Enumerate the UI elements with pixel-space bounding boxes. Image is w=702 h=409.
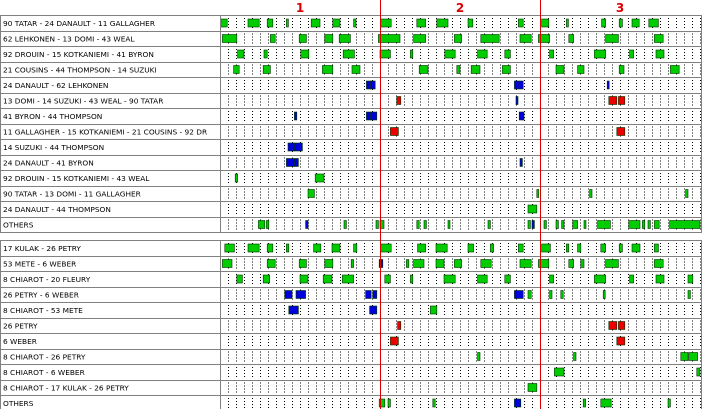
shift-segment <box>248 244 259 252</box>
shift-segment <box>370 112 376 120</box>
shift-segment <box>578 244 581 252</box>
shift-segment <box>222 260 232 268</box>
shift-segment <box>618 322 624 330</box>
row-label: 17 KULAK - 26 PETRY <box>3 243 81 253</box>
shift-segment <box>430 306 436 314</box>
shift-segment <box>471 66 480 74</box>
shift-segment <box>354 19 356 27</box>
shift-segment <box>603 291 605 299</box>
shift-segment <box>445 50 455 58</box>
shift-segment <box>550 291 552 299</box>
shift-segment <box>532 221 534 229</box>
shift-segment <box>385 275 391 283</box>
shift-segment <box>267 19 273 27</box>
shift-segment <box>688 275 693 283</box>
shift-segment <box>433 399 435 407</box>
shift-segment <box>294 112 296 120</box>
shift-segment <box>601 399 611 407</box>
shift-segment <box>697 368 700 376</box>
shift-segment <box>410 50 412 58</box>
row-label: 53 METE - 6 WEBER <box>3 259 77 269</box>
panels-layer <box>1 0 702 409</box>
shift-segment <box>609 322 617 330</box>
shift-segment <box>505 50 511 58</box>
shift-segment <box>237 275 243 283</box>
shift-segment <box>419 66 428 74</box>
shift-segment <box>418 244 426 252</box>
shift-segment <box>444 275 455 283</box>
shift-segment <box>366 112 370 120</box>
shift-segment <box>381 260 383 268</box>
shift-segment <box>519 81 523 89</box>
row-label: 90 TATAR - 13 DOMI - 11 GALLAGHER <box>3 189 141 199</box>
row-label: 8 CHIAROT - 6 WEBER <box>3 367 85 377</box>
row-label: 90 TATAR - 24 DANAULT - 11 GALLAGHER <box>3 18 155 28</box>
shift-segment <box>542 19 549 27</box>
shift-segment <box>606 260 619 268</box>
shift-segment <box>514 81 519 89</box>
row-label: 41 BYRON - 44 THOMPSON <box>3 111 103 121</box>
shift-segment <box>574 353 576 361</box>
shift-segment <box>561 291 563 299</box>
shift-segment <box>505 275 511 283</box>
row-label: OTHERS <box>3 398 34 408</box>
shift-segment <box>598 221 611 229</box>
shift-segment <box>528 291 531 299</box>
shift-segment <box>270 35 275 43</box>
row-label: 6 WEBER <box>3 336 37 346</box>
shift-segment <box>514 291 523 299</box>
shift-segment <box>581 260 584 268</box>
shift-segment <box>518 244 523 252</box>
shift-segment <box>325 35 333 43</box>
shift-segment <box>688 291 690 299</box>
shift-segment <box>301 50 309 58</box>
shift-segment <box>609 97 617 105</box>
shift-segment <box>370 81 375 89</box>
period-labels <box>296 1 624 15</box>
shift-segment <box>569 260 574 268</box>
shift-segment <box>632 244 640 252</box>
shift-segment <box>457 66 460 74</box>
shift-segment <box>398 322 401 330</box>
shift-segment <box>417 221 419 229</box>
shift-segment <box>332 244 340 252</box>
shift-segment <box>594 275 605 283</box>
shift-segment <box>654 221 659 229</box>
shift-segment <box>542 244 551 252</box>
shift-segment <box>381 19 391 27</box>
shift-segment <box>468 244 474 252</box>
shift-segment <box>538 260 548 268</box>
shift-segment <box>406 260 408 268</box>
shift-segment <box>306 221 308 229</box>
shift-segment <box>490 244 493 252</box>
row-label: 8 CHIAROT - 26 PETRY <box>3 352 86 362</box>
row-label: 92 DROUIN - 15 KOTKANIEMI - 43 WEAL <box>3 173 150 183</box>
shift-segment <box>617 337 625 345</box>
shift-segment <box>632 19 639 27</box>
shift-segment <box>594 50 605 58</box>
shift-segment <box>380 50 390 58</box>
shift-segment <box>654 35 663 43</box>
shift-segment <box>311 19 320 27</box>
row-label: 92 DROUIN - 15 KOTKANIEMI - 41 BYRON <box>3 49 154 59</box>
shift-segment <box>333 19 340 27</box>
shift-segment <box>670 221 700 229</box>
shift-segment <box>414 35 426 43</box>
period-label-1: 1 <box>295 1 305 15</box>
row-label: 11 GALLAGHER - 15 KOTKANIEMI - 21 COUSINS - 92 DR <box>3 127 208 137</box>
shift-segment <box>488 221 490 229</box>
shift-segment <box>686 190 688 198</box>
shift-segment <box>437 19 448 27</box>
shift-segment <box>354 244 357 252</box>
shift-segment <box>556 221 558 229</box>
row-label: 13 DOMI - 14 SUZUKI - 43 WEAL - 90 TATAR <box>3 96 164 106</box>
shift-segment <box>481 35 499 43</box>
shift-segment <box>629 221 640 229</box>
shift-segment <box>286 159 294 167</box>
row-label: OTHERS <box>3 220 34 230</box>
shift-segment <box>516 97 518 105</box>
row-label: 8 CHIAROT - 53 METE <box>3 305 83 315</box>
shift-segment <box>424 221 426 229</box>
shift-segment <box>601 244 606 252</box>
shift-segment <box>590 190 592 198</box>
shift-segment <box>514 399 520 407</box>
shift-segment <box>286 244 288 252</box>
shift-segment <box>323 275 332 283</box>
shift-segment <box>566 19 568 27</box>
shift-segment <box>381 244 391 252</box>
shift-segment <box>225 244 235 252</box>
shift-segment <box>296 291 306 299</box>
shift-segment <box>352 66 360 74</box>
shift-segment <box>519 112 524 120</box>
shift-segment <box>528 205 537 213</box>
shift-segment <box>478 275 488 283</box>
shift-segment <box>300 275 308 283</box>
shift-segment <box>258 221 264 229</box>
shift-segment <box>689 353 698 361</box>
row-label: 8 CHIAROT - 17 KULAK - 26 PETRY <box>3 383 129 393</box>
shift-segment <box>528 221 530 229</box>
shift-segment <box>619 66 624 74</box>
shift-segment <box>502 66 510 74</box>
row-label: 62 LEHKONEN - 13 DOMI - 43 WEAL <box>3 34 135 44</box>
shift-segment <box>654 244 658 252</box>
shift-segment <box>370 306 377 314</box>
row-label: 14 SUZUKI - 44 THOMPSON <box>3 142 105 152</box>
shift-segment <box>238 50 244 58</box>
row-label: 24 DANAULT - 41 BYRON <box>3 158 94 168</box>
shift-segment <box>550 275 554 283</box>
shift-segment <box>618 97 624 105</box>
shift-segment <box>267 244 273 252</box>
shift-segment <box>556 66 564 74</box>
shift-segment <box>648 221 650 229</box>
shift-segment <box>562 221 564 229</box>
shift-segment <box>649 19 659 27</box>
shift-segment <box>343 50 354 58</box>
shift-segment <box>308 190 314 198</box>
row-label: 8 CHIAROT - 20 FLEURY <box>3 274 91 284</box>
shift-segment <box>569 35 574 43</box>
shift-segment <box>339 35 350 43</box>
shift-segment <box>566 244 568 252</box>
shift-segment <box>468 19 473 27</box>
shift-segment <box>299 260 306 268</box>
shift-segment <box>410 275 412 283</box>
shift-segment <box>478 353 480 361</box>
shift-segment <box>520 260 531 268</box>
shift-segment <box>289 306 299 314</box>
shift-segment <box>642 221 644 229</box>
shift-segment <box>266 221 268 229</box>
period-label-3: 3 <box>615 1 625 15</box>
shift-segment <box>520 159 522 167</box>
shift-segment <box>518 19 523 27</box>
shift-segment <box>681 353 688 361</box>
shift-segment <box>630 275 634 283</box>
shift-segment <box>376 221 378 229</box>
shift-segment <box>294 143 302 151</box>
row-label: 26 PETRY - 6 WEBER <box>3 290 79 300</box>
shift-segment <box>299 35 306 43</box>
shift-segment <box>617 128 625 136</box>
shift-segment <box>656 275 664 283</box>
shift-segment <box>314 244 321 252</box>
shift-segment <box>554 368 564 376</box>
row-label: 21 COUSINS - 44 THOMPSON - 14 SUZUKI <box>3 65 157 75</box>
shift-segment <box>397 97 401 105</box>
shift-segment <box>390 337 398 345</box>
shift-segment <box>481 260 491 268</box>
row-label: 26 PETRY <box>3 321 38 331</box>
shift-segment <box>235 174 237 182</box>
shift-segment <box>550 50 554 58</box>
shift-segment <box>286 19 288 27</box>
shift-segment <box>390 128 398 136</box>
shift-segment <box>583 399 585 407</box>
shift-segment <box>342 275 353 283</box>
shift-segment <box>344 221 346 229</box>
shift-segment <box>573 221 578 229</box>
shift-segment <box>315 174 324 182</box>
shift-segment <box>619 244 622 252</box>
shift-segment <box>264 50 267 58</box>
shift-segment <box>378 35 400 43</box>
shift-segment <box>322 66 332 74</box>
shift-segment <box>537 190 539 198</box>
row-label: 24 DANAULT - 62 LEHKONEN <box>3 80 109 90</box>
shift-segment <box>478 50 488 58</box>
shift-segment <box>602 19 606 27</box>
shift-segment <box>222 35 236 43</box>
panel-1 <box>1 0 702 233</box>
shift-segment <box>294 159 298 167</box>
shift-segment <box>454 260 461 268</box>
shift-segment <box>654 260 663 268</box>
shift-segment <box>584 221 586 229</box>
shift-segment <box>619 19 622 27</box>
shift-segment <box>448 221 450 229</box>
shift-segment <box>528 384 537 392</box>
shift-segment <box>656 50 664 58</box>
shift-segment <box>248 19 259 27</box>
shift-segment <box>221 19 227 27</box>
panel-2 <box>1 225 702 409</box>
shift-segment <box>414 260 424 268</box>
shift-segment <box>285 291 292 299</box>
shift-segment <box>607 81 609 89</box>
row-label: 24 DANAULT - 44 THOMPSON <box>3 204 111 214</box>
shift-segment <box>670 66 679 74</box>
shift-segment <box>351 260 353 268</box>
shift-segment <box>325 260 333 268</box>
shift-segment <box>630 50 634 58</box>
shift-segment <box>544 221 546 229</box>
shift-segment <box>373 291 377 299</box>
shift-segment <box>454 35 461 43</box>
shift-segment <box>267 260 275 268</box>
shift-segment <box>234 66 240 74</box>
shift-segment <box>417 19 426 27</box>
shift-segment <box>436 260 444 268</box>
shift-segment <box>263 275 269 283</box>
shift-segment <box>436 244 447 252</box>
shift-segment <box>366 291 372 299</box>
shift-segment <box>263 66 270 74</box>
shift-segment <box>668 399 670 407</box>
shift-segment <box>578 66 584 74</box>
shift-segment <box>520 35 531 43</box>
shift-segment <box>366 81 370 89</box>
shift-segment <box>288 143 294 151</box>
shift-segment <box>388 399 390 407</box>
period-label-2: 2 <box>455 1 465 15</box>
shift-segment <box>606 35 619 43</box>
